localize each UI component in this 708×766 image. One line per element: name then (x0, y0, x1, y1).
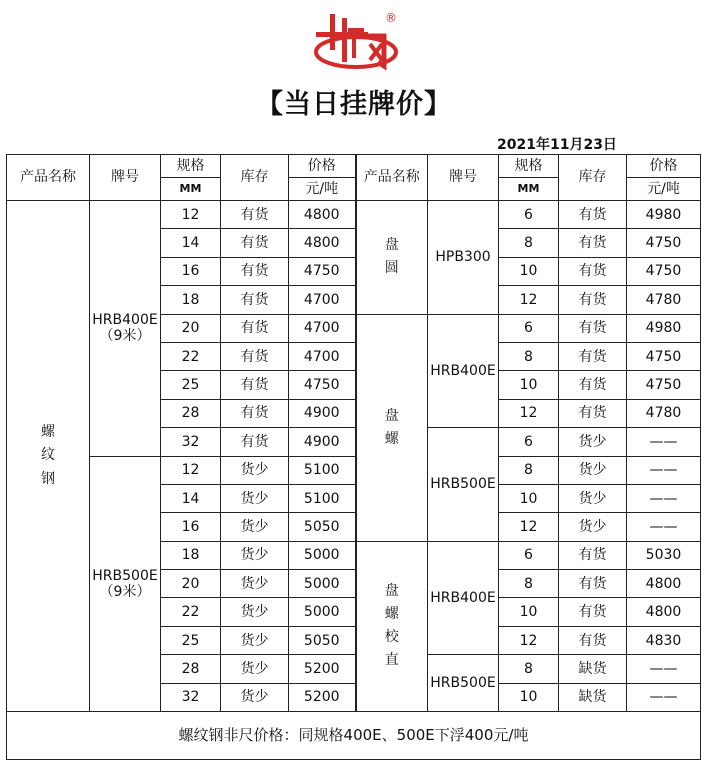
product-char: 钢 (41, 470, 55, 487)
grade-name: HRB500E (92, 567, 158, 584)
product-char: 螺 (384, 430, 399, 447)
product-char: 直 (384, 652, 399, 669)
grade-hrb400e (90, 201, 161, 457)
price-cell: 4750 (627, 229, 701, 257)
stock-cell: 有货 (559, 598, 627, 626)
header-stock: 库存 (559, 155, 627, 201)
spec-cell: 28 (161, 399, 221, 427)
logo-mark-icon (312, 8, 408, 74)
header-product-name: 产品名称 (356, 155, 428, 201)
stock-cell: 货少 (559, 513, 627, 541)
product-char: 圆 (384, 260, 399, 277)
stock-cell: 有货 (559, 399, 627, 427)
stock-cell: 有货 (221, 314, 289, 342)
grade-cell: HRB500E (428, 655, 499, 712)
spec-cell: 10 (499, 257, 559, 285)
grade-name: HRB400E (92, 312, 158, 329)
price-cell: 4800 (289, 229, 356, 257)
spec-cell: 12 (499, 626, 559, 654)
registered-mark: ® (385, 11, 397, 25)
spec-cell: 12 (161, 456, 221, 484)
price-cell: 4700 (289, 286, 356, 314)
page-title: 【当日挂牌价】 (256, 89, 452, 120)
spec-cell: 12 (499, 399, 559, 427)
stock-cell: 有货 (559, 286, 627, 314)
grade-length: （9米） (99, 583, 151, 600)
header-stock: 库存 (221, 155, 289, 201)
stock-cell: 有货 (559, 229, 627, 257)
price-cell: —— (627, 513, 701, 541)
stock-cell: 货少 (559, 484, 627, 512)
stock-cell: 有货 (221, 201, 289, 229)
spec-cell: 8 (499, 655, 559, 683)
price-cell: 4980 (627, 314, 701, 342)
grade-cell: HRB400E (428, 314, 499, 428)
stock-cell: 货少 (221, 683, 289, 711)
stock-cell: 有货 (221, 286, 289, 314)
stock-cell: 有货 (221, 342, 289, 370)
spec-cell: 20 (161, 570, 221, 598)
spec-cell: 6 (499, 428, 559, 456)
product-char: 校 (384, 629, 399, 646)
price-cell: 5100 (289, 456, 356, 484)
stock-cell: 有货 (221, 229, 289, 257)
product-char: 盘 (384, 407, 399, 424)
stock-cell: 货少 (221, 541, 289, 569)
price-cell: 4900 (289, 399, 356, 427)
price-cell: 5000 (289, 541, 356, 569)
spec-cell: 10 (499, 484, 559, 512)
stock-cell: 有货 (221, 371, 289, 399)
header-spec: 规格 (499, 155, 559, 178)
header-price: 价格 (627, 155, 701, 178)
grade-cell: HPB300 (428, 201, 499, 315)
price-cell: —— (627, 484, 701, 512)
product-label (385, 405, 399, 451)
price-cell: 4700 (289, 342, 356, 370)
price-cell: 4900 (289, 428, 356, 456)
spec-cell: 12 (499, 286, 559, 314)
header-row (7, 155, 701, 178)
spec-cell: 14 (161, 484, 221, 512)
spec-cell: 25 (161, 371, 221, 399)
product-char: 螺 (41, 424, 55, 441)
stock-cell: 有货 (559, 570, 627, 598)
stock-cell: 货少 (221, 626, 289, 654)
spec-cell: 28 (161, 655, 221, 683)
stock-cell: 有货 (559, 201, 627, 229)
spec-cell: 8 (499, 570, 559, 598)
brand-logo (312, 8, 408, 74)
price-cell: 4750 (627, 257, 701, 285)
spec-cell: 8 (499, 229, 559, 257)
header-grade: 牌号 (428, 155, 499, 201)
stock-cell: 有货 (559, 314, 627, 342)
product-name-coil (356, 541, 428, 711)
spec-cell: 6 (499, 541, 559, 569)
spec-cell: 22 (161, 342, 221, 370)
stock-cell: 有货 (559, 257, 627, 285)
product-label (385, 234, 399, 280)
price-cell: 5050 (289, 513, 356, 541)
product-name-coil (356, 201, 428, 315)
table-row (7, 456, 701, 484)
price-cell: 4750 (289, 371, 356, 399)
stock-cell: 有货 (559, 626, 627, 654)
spec-cell: 16 (161, 257, 221, 285)
stock-cell: 货少 (221, 655, 289, 683)
stock-cell: 货少 (559, 428, 627, 456)
stock-cell: 有货 (559, 541, 627, 569)
spec-cell: 25 (161, 626, 221, 654)
header-spec: 规格 (161, 155, 221, 178)
price-date: 2021年11月23日 (497, 137, 617, 153)
spec-cell: 32 (161, 428, 221, 456)
spec-cell: 10 (499, 683, 559, 711)
footer-note: 螺纹钢非尺价格：同规格400E、500E下浮400元/吨 (7, 712, 701, 760)
price-cell: 4780 (627, 399, 701, 427)
price-cell: 5100 (289, 484, 356, 512)
price-cell: 4980 (627, 201, 701, 229)
price-cell: 5200 (289, 655, 356, 683)
spec-cell: 22 (161, 598, 221, 626)
stock-cell: 有货 (559, 342, 627, 370)
price-table (6, 154, 701, 760)
price-cell: 4750 (627, 342, 701, 370)
stock-cell: 缺货 (559, 683, 627, 711)
stock-cell: 货少 (221, 484, 289, 512)
stock-cell: 货少 (559, 456, 627, 484)
price-cell: —— (627, 456, 701, 484)
table-row (7, 201, 701, 229)
header-price-unit: 元/吨 (289, 178, 356, 201)
header-spec-unit: MM (161, 178, 221, 201)
price-cell: 4780 (627, 286, 701, 314)
spec-cell: 32 (161, 683, 221, 711)
price-cell: 5000 (289, 570, 356, 598)
product-name-coil (356, 314, 428, 541)
price-cell: —— (627, 683, 701, 711)
stock-cell: 货少 (221, 456, 289, 484)
stock-cell: 有货 (221, 428, 289, 456)
stock-cell: 货少 (221, 513, 289, 541)
spec-cell: 14 (161, 229, 221, 257)
spec-cell: 8 (499, 456, 559, 484)
product-char: 螺 (384, 606, 399, 623)
stock-cell: 缺货 (559, 655, 627, 683)
spec-cell: 18 (161, 541, 221, 569)
price-cell: 5030 (627, 541, 701, 569)
product-char: 纹 (41, 447, 55, 464)
grade-length: （9米） (99, 328, 151, 345)
spec-cell: 10 (499, 371, 559, 399)
spec-cell: 6 (499, 314, 559, 342)
price-cell: 4750 (289, 257, 356, 285)
spec-cell: 18 (161, 286, 221, 314)
spec-cell: 12 (161, 201, 221, 229)
stock-cell: 有货 (221, 257, 289, 285)
product-name-rebar (7, 201, 90, 712)
price-cell: —— (627, 428, 701, 456)
price-cell: 5000 (289, 598, 356, 626)
price-cell: 4700 (289, 314, 356, 342)
spec-cell: 8 (499, 342, 559, 370)
grade-hrb500e (90, 456, 161, 712)
price-cell: 4750 (627, 371, 701, 399)
stock-cell: 货少 (221, 598, 289, 626)
header-grade: 牌号 (90, 155, 161, 201)
spec-cell: 16 (161, 513, 221, 541)
product-char: 盘 (384, 583, 399, 600)
spec-cell: 20 (161, 314, 221, 342)
price-cell: 4800 (627, 570, 701, 598)
header-price: 价格 (289, 155, 356, 178)
price-cell: 5050 (289, 626, 356, 654)
header-product-name: 产品名称 (7, 155, 90, 201)
header-spec-unit: MM (499, 178, 559, 201)
stock-cell: 有货 (559, 371, 627, 399)
price-cell: 5200 (289, 683, 356, 711)
price-cell: 4800 (289, 201, 356, 229)
footer-row (7, 712, 701, 760)
price-cell: 4830 (627, 626, 701, 654)
price-cell: —— (627, 655, 701, 683)
product-label (385, 580, 399, 672)
stock-cell: 货少 (221, 570, 289, 598)
spec-cell: 12 (499, 513, 559, 541)
price-cell: 4800 (627, 598, 701, 626)
header-price-unit: 元/吨 (627, 178, 701, 201)
product-label-rebar (41, 421, 55, 490)
product-char: 盘 (384, 237, 399, 254)
spec-cell: 6 (499, 201, 559, 229)
spec-cell: 10 (499, 598, 559, 626)
grade-cell: HRB400E (428, 541, 499, 655)
grade-cell: HRB500E (428, 428, 499, 542)
stock-cell: 有货 (221, 399, 289, 427)
